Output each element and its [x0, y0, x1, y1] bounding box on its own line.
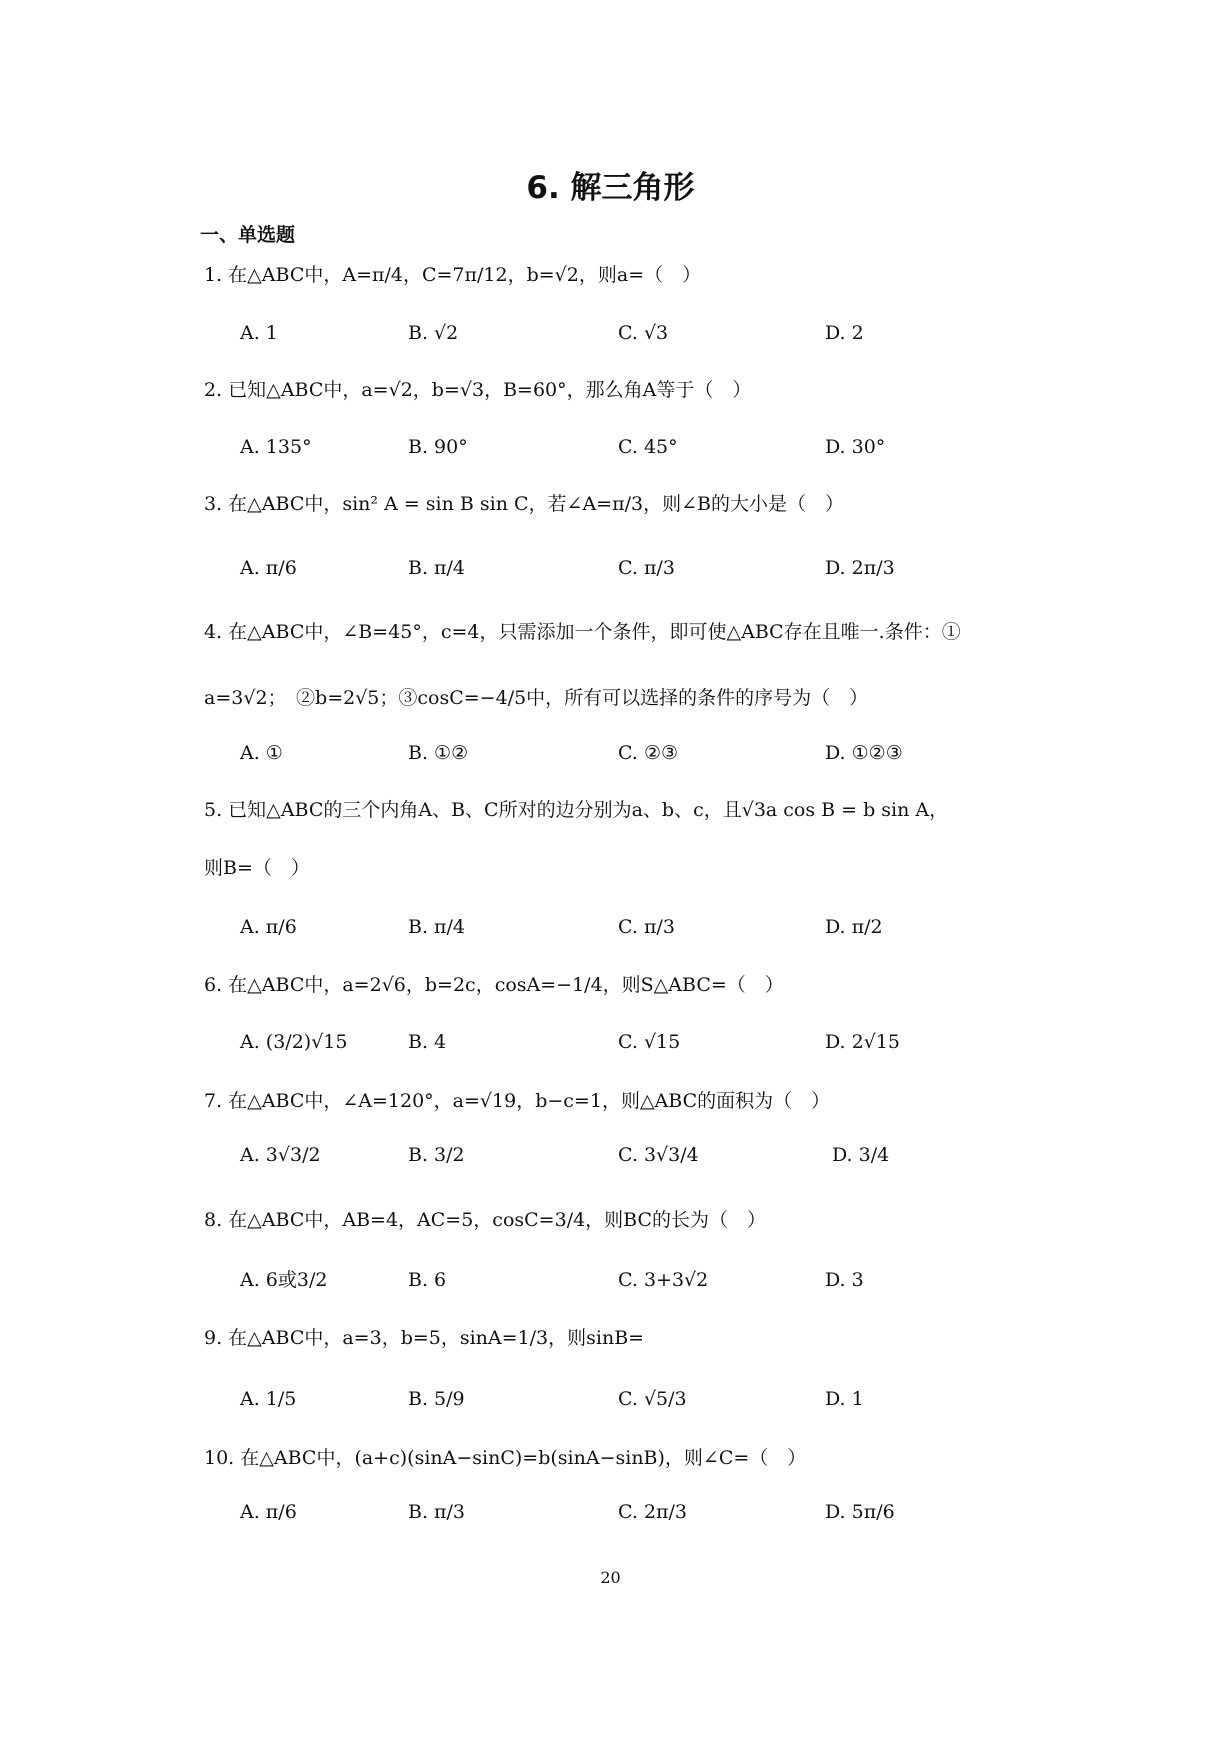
- question-7-option-b: B. 3/2: [408, 1144, 465, 1166]
- question-3-option-b: B. π/4: [408, 557, 466, 579]
- question-2-option-a: A. 135°: [240, 436, 312, 458]
- question-8-option-a: A. 6或3/2: [240, 1269, 328, 1291]
- question-3-option-c: C. π/3: [618, 557, 675, 579]
- question-9-option-c: C. √5/3: [618, 1388, 687, 1410]
- question-5-option-d: D. π/2: [825, 916, 883, 938]
- question-1-option-c: C. √3: [618, 322, 669, 344]
- question-2-stem: 2. 已知△ABC中，a=√2，b=√3，B=60°，那么角A等于（ ）: [204, 379, 752, 401]
- page-number: 20: [600, 1568, 621, 1587]
- question-4-stem: 4. 在△ABC中，∠B=45°，c=4，只需添加一个条件，即可使△ABC存在且唯一.条件：①: [204, 621, 961, 643]
- question-5-stem-continued: 则B=（ ）: [204, 857, 310, 879]
- question-8-option-d: D. 3: [825, 1269, 864, 1291]
- question-9-stem: 9. 在△ABC中，a=3，b=5，sinA=1/3，则sinB=: [204, 1327, 645, 1349]
- page-title: 6. 解三角形: [526, 170, 695, 206]
- question-4-stem-continued: a=3√2； ②b=2√5；③cosC=−4/5中，所有可以选择的条件的序号为（ ）: [204, 687, 869, 709]
- question-6-option-c: C. √15: [618, 1031, 681, 1053]
- question-9-option-a: A. 1/5: [240, 1388, 297, 1410]
- question-3-option-d: D. 2π/3: [825, 557, 895, 579]
- question-7-option-d: D. 3/4: [832, 1144, 890, 1166]
- question-10-option-d: D. 5π/6: [825, 1501, 895, 1523]
- question-6-option-b: B. 4: [408, 1031, 447, 1053]
- question-3-stem: 3. 在△ABC中，sin² A = sin B sin C，若∠A=π/3，则∠B的大小是（ ）: [204, 493, 844, 515]
- question-4-option-c: C. ②③: [618, 742, 679, 764]
- question-2-option-b: B. 90°: [408, 436, 468, 458]
- question-4-option-b: B. ①②: [408, 742, 469, 764]
- question-9-option-d: D. 1: [825, 1388, 864, 1410]
- question-1-option-a: A. 1: [240, 322, 278, 344]
- question-4-option-d: D. ①②③: [825, 742, 903, 764]
- question-5-option-a: A. π/6: [240, 916, 297, 938]
- question-2-option-c: C. 45°: [618, 436, 678, 458]
- question-4-option-a: A. ①: [240, 742, 283, 764]
- question-6-stem: 6. 在△ABC中，a=2√6，b=2c，cosA=−1/4，则S△ABC=（ ）: [204, 974, 784, 996]
- question-7-stem: 7. 在△ABC中，∠A=120°，a=√19，b−c=1，则△ABC的面积为（ ）: [204, 1090, 831, 1112]
- question-5-option-c: C. π/3: [618, 916, 675, 938]
- question-10-stem: 10. 在△ABC中，(a+c)(sinA−sinC)=b(sinA−sinB)，则∠C=（ ）: [204, 1447, 807, 1469]
- question-1-stem: 1. 在△ABC中，A=π/4，C=7π/12，b=√2，则a=（ ）: [204, 264, 702, 286]
- question-1-option-d: D. 2: [825, 322, 864, 344]
- question-8-stem: 8. 在△ABC中，AB=4，AC=5，cosC=3/4，则BC的长为（ ）: [204, 1209, 767, 1231]
- section-heading: 一、单选题: [200, 224, 296, 246]
- question-3-option-a: A. π/6: [240, 557, 297, 579]
- question-7-option-a: A. 3√3/2: [240, 1144, 321, 1166]
- question-10-option-c: C. 2π/3: [618, 1501, 688, 1523]
- question-1-option-b: B. √2: [408, 322, 459, 344]
- question-7-option-c: C. 3√3/4: [618, 1144, 699, 1166]
- question-10-option-b: B. π/3: [408, 1501, 466, 1523]
- question-6-option-a: A. (3/2)√15: [240, 1031, 348, 1053]
- question-5-stem: 5. 已知△ABC的三个内角A、B、C所对的边分别为a、b、c，且√3a cos B = b sin A，: [204, 799, 949, 821]
- question-2-option-d: D. 30°: [825, 436, 886, 458]
- question-8-option-c: C. 3+3√2: [618, 1269, 709, 1291]
- question-5-option-b: B. π/4: [408, 916, 466, 938]
- question-8-option-b: B. 6: [408, 1269, 447, 1291]
- question-10-option-a: A. π/6: [240, 1501, 297, 1523]
- question-9-option-b: B. 5/9: [408, 1388, 465, 1410]
- question-6-option-d: D. 2√15: [825, 1031, 901, 1053]
